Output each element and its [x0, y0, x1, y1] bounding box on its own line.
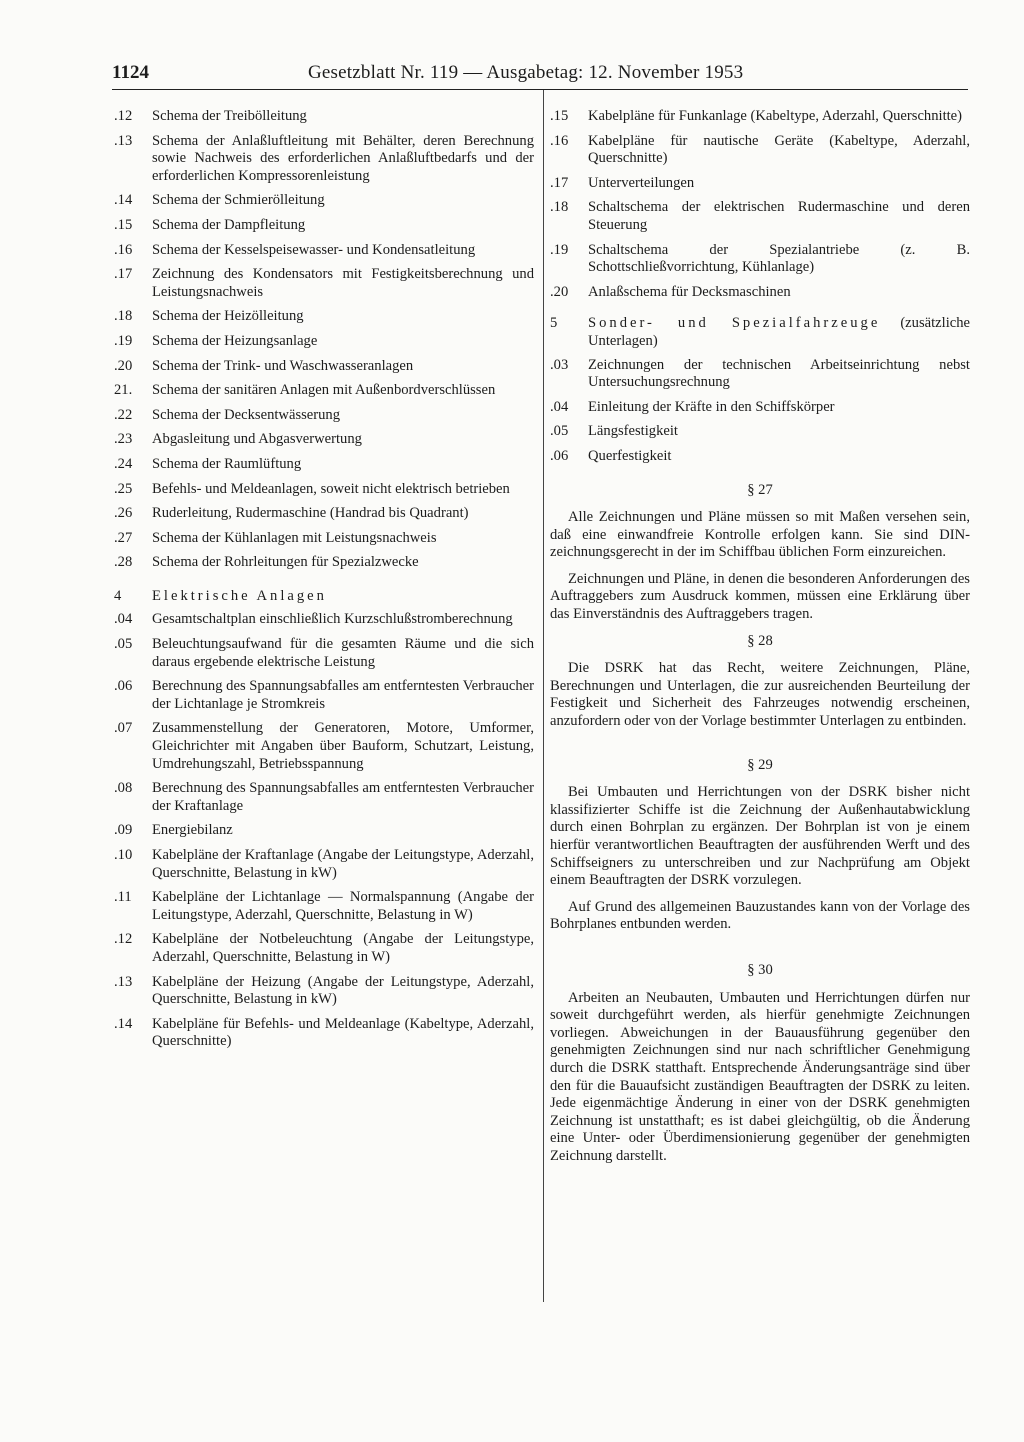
list-item — [114, 481, 534, 499]
item-text: Beleuchtungsaufwand für die gesamten Räume und die sich daraus ergebende elektrische Leistung — [152, 636, 534, 670]
item-number: .17 — [114, 266, 133, 283]
item-number: .19 — [114, 332, 133, 349]
list-item — [550, 423, 970, 441]
paragraph-text: Auf Grund des allgemeinen Bauzustandes kann von der Vorlage des Bohrplanes entbunden werden. — [550, 898, 970, 933]
paragraph-text: Arbeiten an Neubauten, Umbauten und Herrichtungen dürfen nur soweit durchgeführt werden, als hierfür genehmigte Zeichnungen vorliegen. Abweichungen in der Bauausführung gegenüber den genehmigten Zeichnungen sind nur nach schriftlicher Genehmigung durch die DSRK statthaft. Entsprechende Änderungsanträge sind über den für die Bauaufsicht zuständigen Beauftragten der DSRK zu leiten. Jede eigenmächtige Änderung in einer von der DSRK genehmigten Zeichnung ist unstatthaft; es ist dabei gleichgültig, ob die Änderung eine Unter- oder Überdimensionierung gegenüber der genehmigten Zeichnung darstellt. — [550, 989, 970, 1164]
list-item — [550, 399, 970, 417]
list-item — [114, 308, 534, 326]
section-note: (zusätzliche Unterlagen) — [588, 315, 970, 349]
item-number: .27 — [114, 529, 133, 546]
list-item — [114, 780, 534, 815]
list-item — [550, 357, 970, 392]
item-text: Schaltschema der Spezialantriebe (z. B. Schottschließvorrichtung, Kühlanlage) — [588, 241, 970, 276]
paragraph-title: § 29 — [747, 756, 773, 773]
paragraph-text: Alle Zeichnungen und Pläne müssen so mit Maßen versehen sein, daß eine einwandfreie Kontrolle erfolgen kann. Sie sind DIN-zeichnungsgerecht in der im Schiffbau üblichen Form einzureichen. — [550, 509, 970, 561]
item-text: Zusammenstellung der Generatoren, Motore, Umformer, Gleichrichter mit Angaben über Bauform, Schutzart, Leistung, Umdrehungszahl, Betriebsspannung — [152, 720, 534, 772]
right-item-list — [550, 108, 970, 301]
list-item — [114, 505, 534, 523]
item-text: Kabelpläne der Lichtanlage — Normalspannung (Angabe der Leitungstype, Aderzahl, Querschnitte, Belastung in W) — [152, 889, 534, 923]
item-number: .23 — [114, 431, 133, 448]
item-number: .03 — [550, 356, 569, 373]
page-number: 1124 — [112, 62, 149, 83]
item-text: Schema der Heizungsanlage — [152, 332, 318, 349]
item-text: Abgasleitung und Abgasverwertung — [152, 431, 362, 448]
list-item — [550, 199, 970, 234]
paragraph-text: Zeichnungen und Pläne, in denen die besonderen Anforderungen des Auftraggebers zum Ausdruck kommen, müssen eine Erklärung über das Einverständnis des Auftraggebers tragen. — [550, 570, 970, 623]
item-number: .12 — [114, 931, 133, 948]
item-text: Schema der Trink- und Waschwasseranlagen — [152, 357, 414, 374]
list-item — [114, 611, 534, 629]
section-title: Sonder- und Spezialfahrzeuge — [588, 315, 881, 332]
item-number: .04 — [114, 611, 133, 628]
item-text: Berechnung des Spannungsabfalles am entferntesten Verbraucher der Kraftanlage — [152, 780, 534, 814]
list-item — [114, 974, 534, 1009]
list-item — [114, 889, 534, 924]
item-text: Ruderleitung, Rudermaschine (Handrad bis Quadrant) — [152, 505, 469, 522]
item-text: Energiebilanz — [152, 822, 233, 839]
item-text: Kabelpläne für Funkanlage (Kabeltype, Aderzahl, Querschnitte) — [588, 108, 963, 124]
left-column — [114, 108, 534, 1058]
item-number: .15 — [550, 108, 569, 124]
item-number: .22 — [114, 406, 133, 423]
item-text: Schema der Schmierölleitung — [152, 192, 325, 209]
item-number: .05 — [114, 636, 133, 653]
list-item — [114, 358, 534, 376]
header-title: Gesetzblatt Nr. 119 — Ausgabetag: 12. November 1953 — [308, 62, 744, 83]
section-heading-text — [588, 315, 970, 350]
list-item — [114, 133, 534, 186]
item-number: .10 — [114, 847, 133, 863]
paragraph-text: Bei Umbauten und Herrichtungen von der DSRK bisher nicht klassifizierter Schiffe ist die Zeichnung der Außenhautabwicklung durch einen Bohrplan zu ergänzen. Der Bohrplan ist von je einem hierfür verantwortlichen Beauftragten der ausführenden Werft und des Schiffseigners zu unterschreiben und zur Nachprüfung am Objekt einem Beauftragten der DSRK vorzulegen. — [550, 784, 970, 889]
item-number: .15 — [114, 216, 133, 233]
list-item — [114, 217, 534, 235]
item-text: Kabelpläne der Kraftanlage (Angabe der Leitungstype, Aderzahl, Querschnitte, Belastung in kW) — [152, 847, 534, 881]
item-text: Schema der Treibölleitung — [152, 108, 307, 124]
column-divider — [543, 90, 544, 1302]
item-number: .18 — [114, 308, 133, 325]
page-header — [112, 62, 968, 88]
item-number: .18 — [550, 199, 569, 216]
item-text: Gesamtschaltplan einschließlich Kurzschlußstromberechnung — [152, 611, 513, 628]
item-number: .25 — [114, 480, 133, 497]
list-item — [550, 284, 970, 302]
item-number: 21. — [114, 382, 133, 399]
list-item — [114, 108, 534, 126]
item-text: Unterverteilungen — [588, 174, 695, 191]
item-text: Kabelpläne der Notbeleuchtung (Angabe der Leitungstype, Aderzahl, Querschnitte, Belastung in W) — [152, 931, 534, 965]
list-item — [114, 242, 534, 260]
item-number: .07 — [114, 720, 133, 737]
item-number: .13 — [114, 132, 133, 149]
paragraph-title: § 28 — [747, 632, 773, 649]
item-number: .16 — [114, 241, 133, 258]
item-number: .28 — [114, 554, 133, 571]
item-text: Schema der Raumlüftung — [152, 455, 302, 472]
item-number: .14 — [114, 1015, 133, 1032]
list-item — [114, 266, 534, 301]
list-item — [550, 448, 970, 466]
item-number: .09 — [114, 822, 133, 839]
item-text: Schema der Kesselspeisewasser- und Kondensatleitung — [152, 241, 476, 258]
item-number: .17 — [550, 174, 569, 191]
item-text: Befehls- und Meldeanlagen, soweit nicht elektrisch betrieben — [152, 480, 510, 497]
list-item — [114, 554, 534, 572]
item-number: .19 — [550, 241, 569, 258]
list-item — [114, 1016, 534, 1051]
list-item — [550, 108, 970, 126]
item-text: Anlaßschema für Decksmaschinen — [588, 283, 791, 300]
list-item — [114, 431, 534, 449]
item-text: Schema der sanitären Anlagen mit Außenbordverschlüssen — [152, 382, 496, 399]
section-heading — [114, 588, 534, 606]
item-text: Kabelpläne für nautische Geräte (Kabeltype, Aderzahl, Querschnitte) — [588, 132, 970, 167]
section-heading — [550, 315, 970, 350]
item-number: .12 — [114, 108, 133, 124]
item-number: .20 — [114, 357, 133, 374]
item-number: .16 — [550, 132, 569, 149]
paragraph-title: § 27 — [747, 481, 773, 498]
list-item — [114, 720, 534, 773]
item-number: .08 — [114, 780, 133, 797]
list-item — [114, 847, 534, 882]
section-number: 4 — [114, 587, 122, 604]
section-number: 5 — [550, 315, 558, 332]
item-text: Schema der Kühlanlagen mit Leistungsnachweis — [152, 529, 437, 546]
list-item — [114, 456, 534, 474]
section5-item-list — [550, 357, 970, 466]
item-number: .11 — [114, 889, 132, 906]
list-item — [114, 333, 534, 351]
left-item-list — [114, 108, 534, 572]
section-title: Elektrische Anlagen — [152, 587, 327, 604]
item-text: Berechnung des Spannungsabfalles am entferntesten Verbraucher der Lichtanlage je Stromkreis — [152, 678, 534, 712]
item-text: Einleitung der Kräfte in den Schiffskörper — [588, 398, 835, 415]
item-text: Zeichnungen der technischen Arbeitseinrichtung nebst Untersuchungsrechnung — [588, 356, 970, 391]
item-text: Querfestigkeit — [588, 447, 672, 464]
item-number: .06 — [550, 447, 569, 464]
item-text: Schema der Rohrleitungen für Spezialzwecke — [152, 554, 419, 571]
paragraph-text: Die DSRK hat das Recht, weitere Zeichnungen, Pläne, Berechnungen und Unterlagen, die zur ausreichenden Beurteilung der Festigkeit und Sicherheit des Fahrzeuges notwendig erscheinen, anzufordern oder von der Vorlage bestimmter Unterlagen zu entbinden. — [550, 660, 970, 730]
list-item — [114, 822, 534, 840]
item-text: Schema der Dampfleitung — [152, 216, 306, 233]
header-rule — [112, 89, 968, 90]
list-item — [114, 636, 534, 671]
item-number: .20 — [550, 283, 569, 300]
item-text: Kabelpläne der Heizung (Angabe der Leitungstype, Aderzahl, Querschnitte, Belastung in kW) — [152, 973, 534, 1008]
item-text: Längsfestigkeit — [588, 423, 678, 440]
item-text: Schema der Anlaßluftleitung mit Behälter, deren Berechnung sowie Nachweis des erforderlichen Anlaßluftbedarfs und der erforderlichen Kompressorenleistung — [152, 132, 534, 184]
item-text: Kabelpläne für Befehls- und Meldeanlage (Kabeltype, Aderzahl, Querschnitte) — [152, 1015, 534, 1050]
item-number: .26 — [114, 505, 133, 522]
item-text: Schema der Decksentwässerung — [152, 406, 341, 423]
item-number: .24 — [114, 455, 133, 472]
item-text: Schaltschema der elektrischen Rudermaschine und deren Steuerung — [588, 199, 970, 233]
item-number: .06 — [114, 678, 133, 695]
list-item — [550, 175, 970, 193]
list-item — [114, 931, 534, 966]
item-number: .05 — [550, 423, 569, 440]
list-item — [114, 530, 534, 548]
list-item — [114, 192, 534, 210]
item-text: Schema der Heizölleitung — [152, 308, 304, 325]
item-number: .13 — [114, 973, 133, 990]
list-item — [114, 678, 534, 713]
list-item — [550, 242, 970, 277]
item-number: .04 — [550, 398, 569, 415]
section4-item-list — [114, 611, 534, 1050]
list-item — [114, 382, 534, 400]
item-number: .14 — [114, 192, 133, 209]
right-column — [550, 108, 970, 1175]
paragraph-title: § 30 — [747, 961, 773, 978]
item-text: Zeichnung des Kondensators mit Festigkeitsberechnung und Leistungsnachweis — [152, 266, 534, 300]
list-item — [550, 133, 970, 168]
list-item — [114, 407, 534, 425]
